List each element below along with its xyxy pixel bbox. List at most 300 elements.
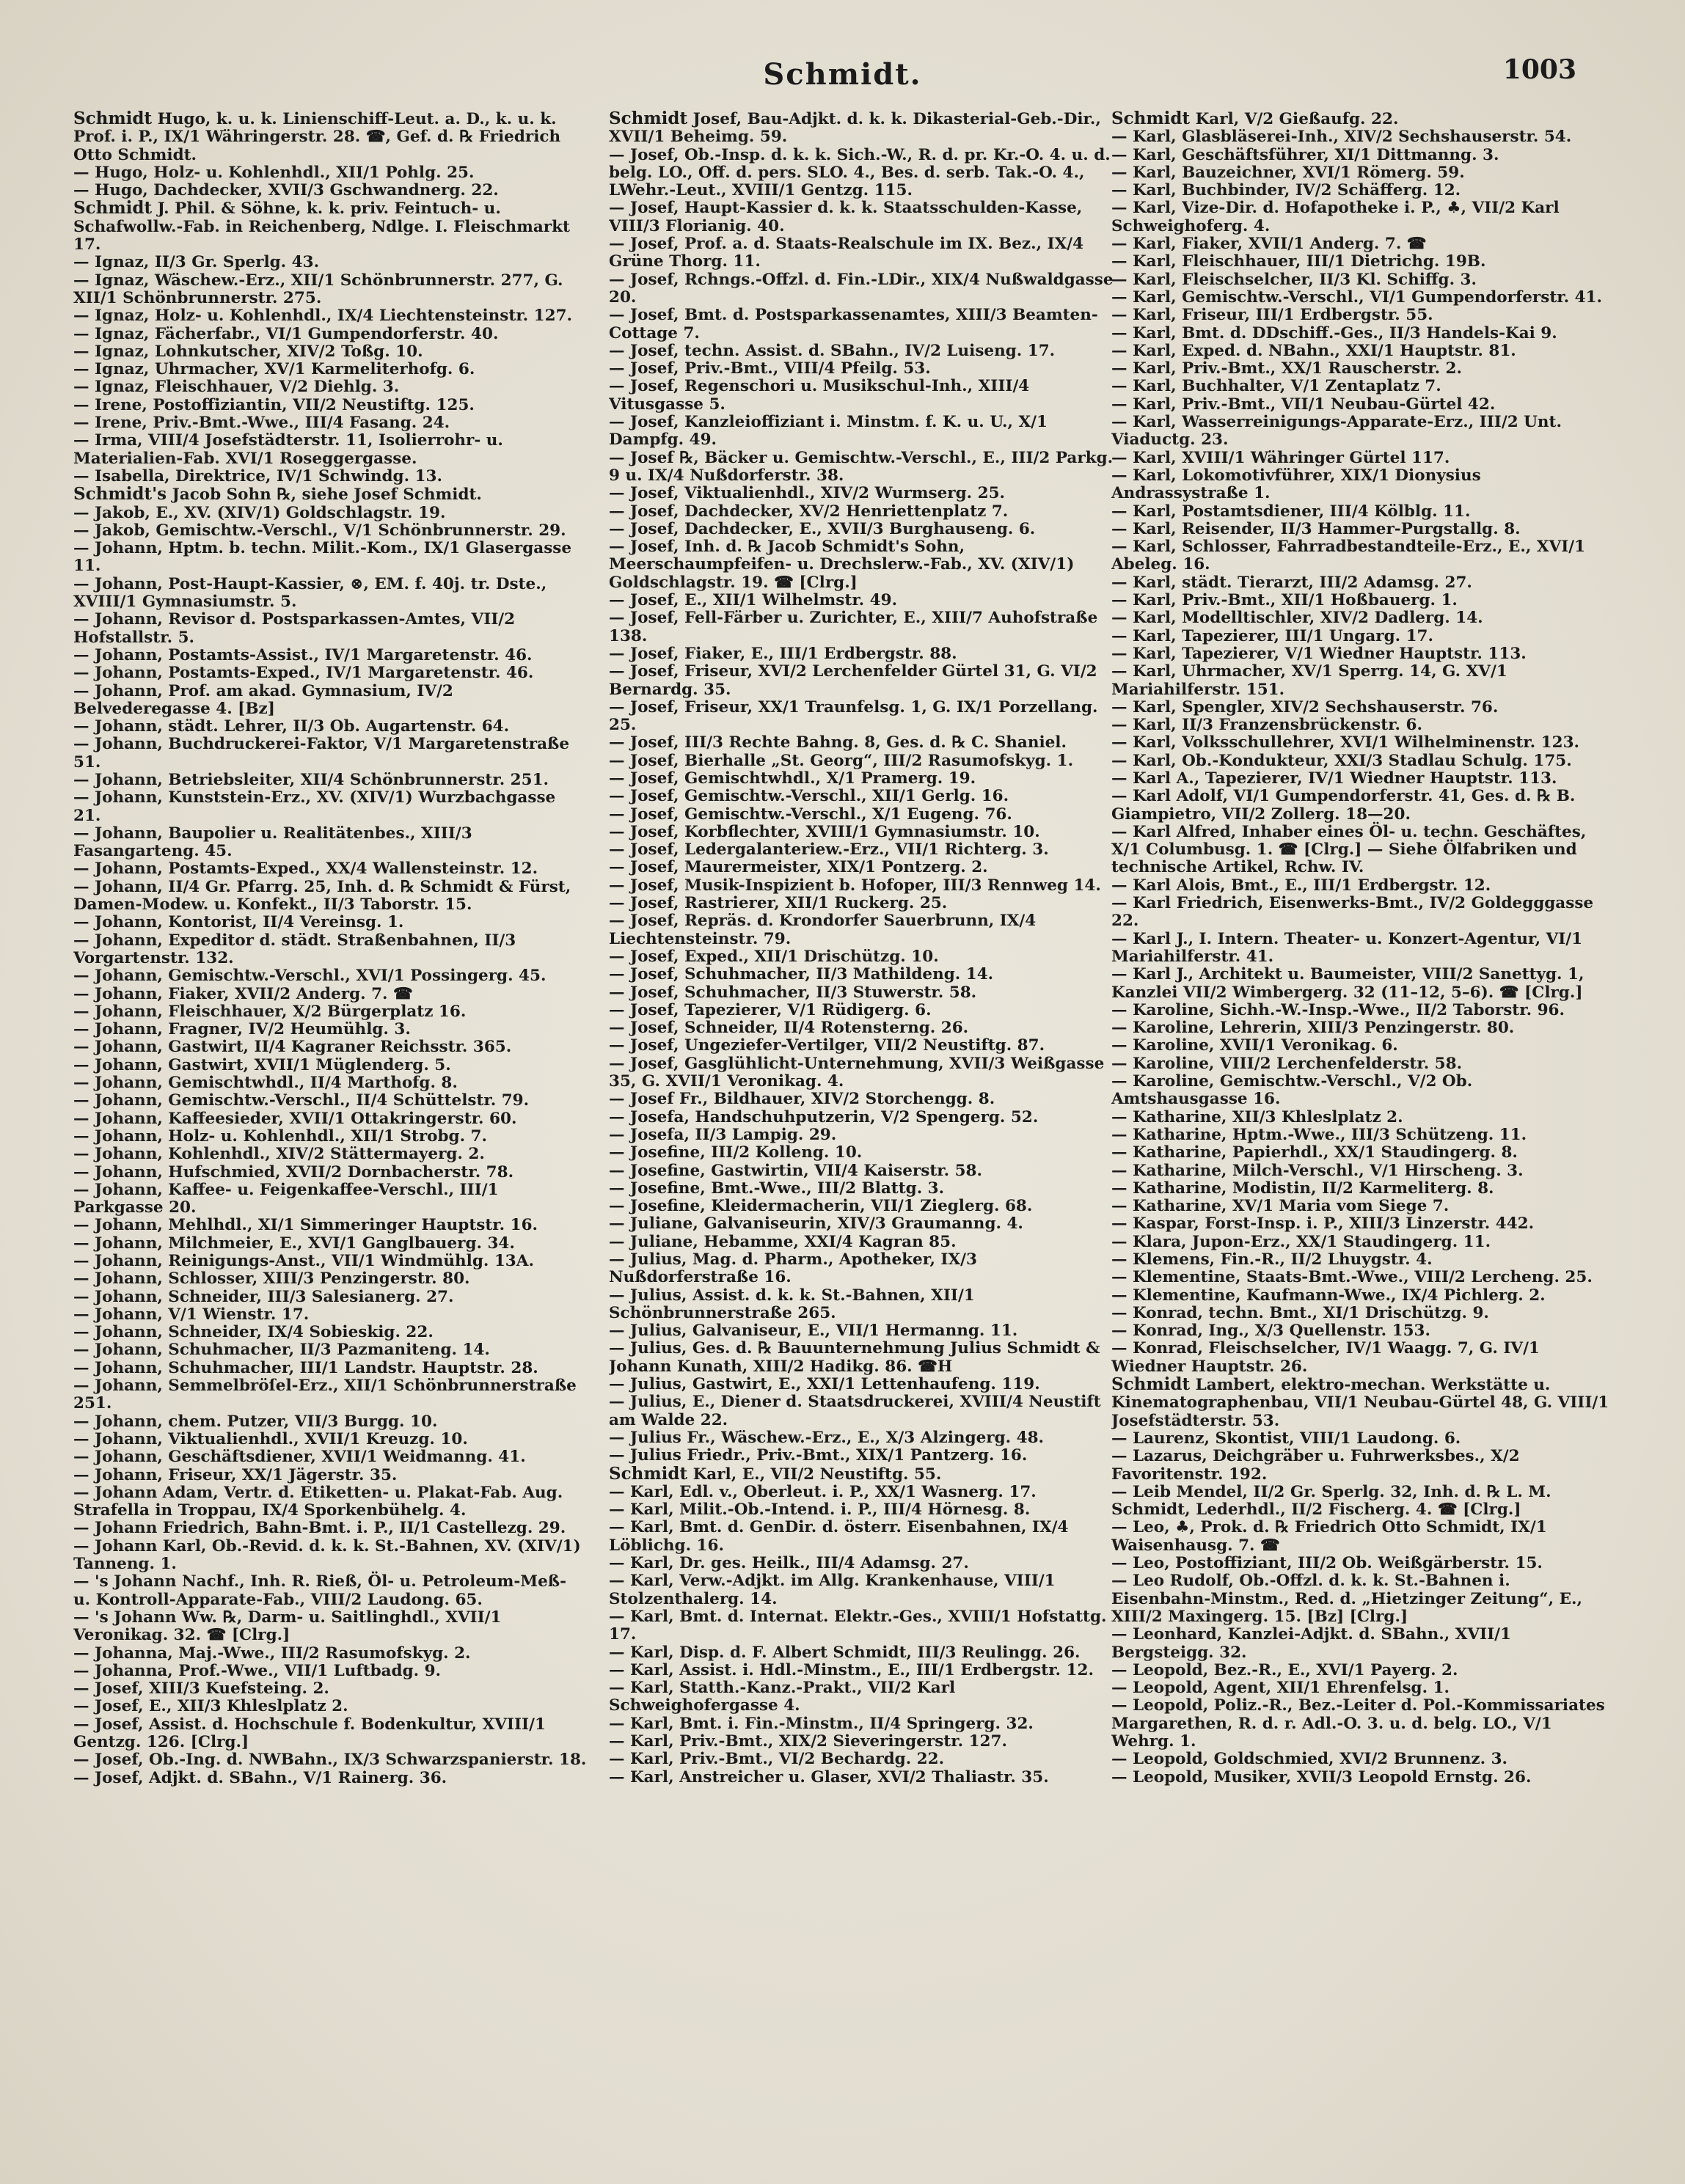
entry-text: — Karl, Dr. ges. Heilk., III/4 Adamsg. 27. — [609, 1554, 969, 1573]
page-title: Schmidt. — [763, 57, 922, 92]
directory-entry — [1111, 1679, 1610, 1697]
directory-entry — [73, 254, 587, 271]
directory-entry — [1111, 699, 1610, 717]
directory-entry — [1111, 592, 1610, 609]
directory-entry — [609, 1287, 1122, 1323]
entry-text: — Karl, Fiaker, XVII/1 Anderg. 7. ☎ — [1111, 235, 1427, 254]
entry-text: — Karl Friedrich, Eisenwerks-Bmt., IV/2 Goldegggasse 22. — [1111, 894, 1594, 931]
entry-text: — Johann, Semmelbröſel-Erz., XII/1 Schönbrunnerstraße 251. — [73, 1377, 577, 1413]
entry-text: — Karl, Geschäftsführer, XI/1 Dittmanng. 3. — [1111, 145, 1499, 164]
entry-surname: Schmidt — [1111, 110, 1191, 128]
directory-entry — [1111, 1055, 1610, 1073]
directory-entry — [609, 1198, 1122, 1215]
entry-text: — Josef, Bierhalle „St. Georg“, III/2 Rasumofskyg. 1. — [609, 751, 1074, 770]
directory-entry — [73, 1181, 587, 1217]
entry-text: — Karl, Bmt. d. GenDir. d. österr. Eisenbahnen, IX/4 Löblichg. 16. — [609, 1518, 1069, 1555]
directory-entry — [73, 343, 587, 361]
directory-entry — [73, 576, 587, 612]
directory-entry — [1111, 1751, 1610, 1768]
entry-text: — Josef, Fell-Färber u. Zurichter, E., XIII/7 Auhofstraße 138. — [609, 609, 1098, 645]
entry-text: — Katharine, Papierhdl., XX/1 Staudingerg. 8. — [1111, 1143, 1518, 1162]
directory-entry — [609, 877, 1122, 895]
directory-entry — [73, 736, 587, 772]
directory-entry — [609, 984, 1122, 1002]
directory-entry — [609, 1234, 1122, 1251]
entry-text: — Josef, Korbflechter, XVIII/1 Gymnasiumstr. 10. — [609, 822, 1040, 841]
directory-entry — [73, 914, 587, 931]
entry-text: — Johann, Postamts-Assist., IV/1 Margaretenstr. 46. — [73, 645, 533, 664]
entry-text: — Josef, Assist. d. Hochschule f. Bodenkultur, XVIII/1 Gentzg. 126. [Clrg.] — [73, 1715, 546, 1752]
directory-entry — [1111, 1287, 1610, 1305]
entry-text: — Josefa, II/3 Lampig. 29. — [609, 1125, 837, 1144]
entry-text: — Johanna, Maj.-Wwe., III/2 Rasumofskyg. 2. — [73, 1644, 471, 1663]
entry-text: — Josef, Kanzleioffiziant i. Minstm. f. K. u. U., X/1 Dampfg. 49. — [609, 413, 1048, 450]
entry-text: — Julius, Gastwirt, E., XXI/1 Lettenhaufeng. 119. — [609, 1375, 1040, 1394]
entry-text: — Konrad, Ing., X/3 Quellenstr. 153. — [1111, 1322, 1430, 1341]
entry-surname: Schmidt — [73, 198, 153, 219]
entry-text: — Karl, Modelltischler, XIV/2 Dadlerg. 14. — [1111, 609, 1483, 628]
column-2 — [609, 110, 1122, 2156]
directory-entry — [1111, 128, 1610, 146]
directory-entry — [609, 770, 1122, 788]
entry-surname: Schmidt's — [73, 484, 167, 505]
directory-entry — [1111, 770, 1610, 788]
entry-text: — Karl, Vize-Dir. d. Hofapotheke i. P., ♣, VII/2 Karl Schweighoferg. 4. — [1111, 199, 1560, 235]
directory-entry — [73, 1074, 587, 1092]
directory-entry — [609, 1144, 1122, 1162]
entry-text: — Leopold, Musiker, XVII/3 Leopold Ernstg. 26. — [1111, 1767, 1532, 1787]
directory-entry — [609, 1109, 1122, 1126]
directory-entry — [609, 609, 1122, 645]
directory-entry — [609, 538, 1122, 592]
entry-text: — Konrad, Fleischselcher, IV/1 Waagg. 7, G. IV/1 Wiedner Hauptstr. 26. — [1111, 1339, 1540, 1376]
entry-text: — Karl, Priv.-Bmt., VI/2 Bechardg. 22. — [609, 1750, 945, 1769]
directory-entry — [1111, 1340, 1610, 1376]
directory-entry — [609, 378, 1122, 414]
directory-entry — [1111, 663, 1610, 699]
entry-text: — Josef, Gemischtw.-Verschl., X/1 Eugeng. 76. — [609, 805, 1012, 824]
entry-text: — Josef, techn. Assist. d. SBahn., IV/2 Luiseng. 17. — [609, 341, 1056, 360]
directory-entry — [609, 1251, 1122, 1287]
entry-text: — Josef, Friseur, XX/1 Traunfelsg. 1, G. IX/1 Porzellang. 25. — [609, 697, 1098, 735]
directory-entry — [73, 1360, 587, 1377]
directory-entry — [609, 110, 1122, 147]
entry-text: — Karoline, VIII/2 Lerchenfelderstr. 58. — [1111, 1054, 1463, 1073]
directory-entry — [1111, 396, 1610, 414]
directory-entry — [73, 1057, 587, 1074]
entry-text: — Leo Rudolf, Ob.-Offzl. d. k. k. St.-Bahnen i. Eisenbahn-Minstm., Red. d. „Hietzinger Zeitung“, E., XIII/2 Maxingerg. 15. [Bz] [Clrg.] — [1111, 1572, 1582, 1626]
directory-entry — [73, 182, 587, 199]
directory-entry — [609, 1465, 1122, 1484]
directory-entry — [1111, 378, 1610, 395]
directory-entry — [73, 1467, 587, 1484]
directory-entry — [1111, 110, 1610, 128]
directory-entry — [73, 326, 587, 343]
directory-entry — [1111, 1376, 1610, 1430]
directory-entry — [609, 1679, 1122, 1715]
entry-text: — Ignaz, II/3 Gr. Sperlg. 43. — [73, 253, 320, 272]
entry-text: — Karl, Buchbinder, IV/2 Schäfferg. 12. — [1111, 181, 1461, 200]
entry-text: Hugo, k. u. k. Linienschiff-Leut. a. D., k. u. k. Prof. i. P., IX/1 Währingerstr. 28. ☎, Gef. d. ℞ Friedrich Otto Schmidt. — [73, 110, 561, 164]
entry-text: — Karl J., I. Intern. Theater- u. Konzert-Agentur, VI/1 Mariahilferstr. 41. — [1111, 929, 1583, 966]
directory-entry — [73, 1431, 587, 1448]
directory-entry — [1111, 164, 1610, 182]
directory-entry — [1111, 574, 1610, 592]
entry-text: Karl, E., VII/2 Neustiftg. 55. — [687, 1465, 942, 1484]
directory-entry — [73, 611, 587, 647]
entry-text: — Karl, Ob.-Kondukteur, XXI/3 Stadlau Schulg. 175. — [1111, 751, 1572, 770]
directory-entry — [609, 235, 1122, 271]
directory-entry — [1111, 538, 1610, 574]
directory-entry — [609, 1733, 1122, 1751]
entry-text: — Johann, Postamts-Exped., XX/4 Wallensteinstr. 12. — [73, 860, 538, 879]
directory-entry — [1111, 824, 1610, 877]
directory-entry — [73, 1270, 587, 1288]
entry-text: — Johann, Schneider, IX/4 Sobieskig. 22. — [73, 1323, 434, 1342]
entry-text: — Josef, Tapezierer, V/1 Rüdigerg. 6. — [609, 1000, 932, 1019]
directory-entry — [1111, 307, 1610, 324]
directory-entry — [609, 948, 1122, 966]
entry-text: — Karl, Tapezierer, III/1 Ungarg. 17. — [1111, 626, 1433, 645]
entry-text: — Josef, Ledergalanteriew.-Erz., VII/1 Richterg. 3. — [609, 840, 1049, 860]
entry-text: — Leopold, Bez.-R., E., XVI/1 Payerg. 2. — [1111, 1660, 1458, 1679]
entry-text: — Josefine, Bmt.-Wwe., III/2 Blattg. 3. — [609, 1179, 945, 1198]
entry-text: — Karoline, Sichh.-W.-Insp.-Wwe., II/2 Taborstr. 96. — [1111, 1000, 1565, 1019]
directory-entry — [609, 895, 1122, 912]
directory-entry — [73, 683, 587, 719]
entry-text: — Juliane, Hebamme, XXI/4 Kagran 85. — [609, 1232, 957, 1251]
directory-entry — [609, 1037, 1122, 1055]
directory-entry — [609, 1769, 1122, 1787]
directory-entry — [73, 468, 587, 485]
directory-entry — [609, 663, 1122, 699]
entry-text: — Karl, Bmt. d. DDschiff.-Ges., II/3 Handels-Kai 9. — [1111, 323, 1557, 342]
entry-text: — Josef, Prof. a. d. Staats-Realschule im IX. Bez., IX/4 Grüne Thorg. 11. — [609, 235, 1084, 271]
entry-text: — Johann, Kaffee- u. Feigenkaffee-Verschl., III/1 Parkgasse 20. — [73, 1180, 499, 1217]
entry-text: — Karl, Priv.-Bmt., XIX/2 Sieveringerstr. 127. — [609, 1732, 1007, 1751]
entry-text: — Julius, Mag. d. Pharm., Apotheker, IX/3 Nußdorferstraße 16. — [609, 1250, 977, 1287]
directory-entry — [609, 1340, 1122, 1376]
entry-surname: Schmidt — [609, 1463, 688, 1484]
entry-text: — Karl, Buchhalter, V/1 Zentaplatz 7. — [1111, 377, 1441, 396]
directory-entry — [1111, 1162, 1610, 1180]
entry-text: — Karl, Milit.-Ob.-Intend. i. P., III/4 Hörnesg. 8. — [609, 1500, 1031, 1520]
entry-text: — Ignaz, Fleischhauer, V/2 Diehlg. 3. — [73, 378, 400, 397]
directory-entry — [73, 1573, 587, 1609]
directory-entry — [609, 271, 1122, 307]
directory-entry — [1111, 609, 1610, 627]
directory-entry — [1111, 1109, 1610, 1126]
directory-entry — [609, 824, 1122, 841]
directory-entry — [1111, 1269, 1610, 1286]
directory-entry — [73, 1448, 587, 1466]
entry-text: — 's Johann Ww. ℞, Darm- u. Saitlinghdl., XVII/1 Veronikag. 32. ☎ [Clrg.] — [73, 1608, 502, 1645]
entry-text: — Josef, Rastrierer, XII/1 Ruckerg. 25. — [609, 894, 948, 913]
entry-text: — Josefine, Gastwirtin, VII/4 Kaiserstr. 58. — [609, 1161, 982, 1180]
directory-entry — [609, 645, 1122, 663]
entry-text: — Josef, Gemischtwhdl., X/1 Pramerg. 19. — [609, 769, 976, 788]
entry-text: — Johann, Post-Haupt-Kassier, ⊗, EM. f. 40j. tr. Dste., XVIII/1 Gymnasiumstr. 5. — [73, 574, 547, 612]
entry-text: — Karl, Priv.-Bmt., VII/1 Neubau-Gürtel 42. — [1111, 395, 1496, 414]
entry-text: J. Phil. & Söhne, k. k. priv. Feintuch- u. Schafwollw.-Fab. in Reichenberg, Ndlge. I. Fleischmarkt 17. — [73, 199, 570, 254]
entry-text: Jacob Sohn ℞, siehe Josef Schmidt. — [167, 485, 482, 505]
directory-entry — [73, 1680, 587, 1698]
entry-text: — Johann, Fiaker, XVII/2 Anderg. 7. ☎ — [73, 984, 413, 1003]
entry-text: — Karl, Lokomotivführer, XIX/1 Dionysius Andrassystraße 1. — [1111, 466, 1481, 503]
directory-entry — [609, 699, 1122, 735]
entry-text: — Karl, Tapezierer, V/1 Wiedner Hauptstr. 113. — [1111, 644, 1527, 663]
directory-entry — [609, 1572, 1122, 1608]
entry-text: — Karl A., Tapezierer, IV/1 Wiedner Hauptstr. 113. — [1111, 769, 1557, 788]
entry-text: — Johann Adam, Vertr. d. Etiketten- u. Plakat-Fab. Aug. Strafella in Troppau, IX/4 Sporkenbühelg. 4. — [73, 1483, 563, 1520]
directory-entry — [73, 1110, 587, 1128]
entry-text: — Konrad, techn. Bmt., XI/1 Drischützg. 9. — [1111, 1303, 1489, 1322]
directory-entry — [1111, 1215, 1610, 1233]
entry-text: Karl, V/2 Gießaufg. 22. — [1190, 110, 1399, 128]
entry-text: — Josef, Gasglühlicht-Unternehmung, XVII/3 Weißgasse 35, G. XVII/1 Veronikag. 4. — [609, 1054, 1105, 1091]
directory-entry — [1111, 1572, 1610, 1626]
entry-text: — Karl, Fleischhauer, III/1 Dietrichg. 19B. — [1111, 252, 1486, 271]
entry-text: — Irene, Postoffiziantin, VII/2 Neustiftg. 125. — [73, 395, 475, 414]
entry-text: — Karl, städt. Tierarzt, III/2 Adamsg. 27. — [1111, 573, 1472, 592]
entry-text: — Josef, XIII/3 Kuefsteing. 2. — [73, 1679, 329, 1699]
directory-entry — [73, 307, 587, 325]
directory-entry — [1111, 1234, 1610, 1251]
directory-entry — [1111, 235, 1610, 253]
directory-entry — [73, 164, 587, 182]
directory-entry — [609, 147, 1122, 200]
entry-text: — Ignaz, Holz- u. Kohlenhdl., IX/4 Liechtensteinstr. 127. — [73, 307, 573, 326]
entry-text: — Katharine, Modistin, II/2 Karmeliterg. 8. — [1111, 1179, 1494, 1198]
directory-entry — [73, 1609, 587, 1645]
directory-entry — [1111, 1697, 1610, 1751]
entry-text: — Johann, Fleischhauer, X/2 Bürgerplatz 16. — [73, 1002, 467, 1021]
directory-entry — [609, 450, 1122, 485]
entry-surname: Schmidt — [73, 110, 153, 128]
entry-text: — Karl, Edl. v., Oberleut. i. P., XX/1 Wasnerg. 17. — [609, 1482, 1037, 1501]
directory-entry — [73, 1645, 587, 1663]
entry-text: — Karl, Spengler, XIV/2 Sechshauserstr. 76. — [1111, 697, 1499, 717]
entry-text: — Josef, E., XII/3 Khleslplatz 2. — [73, 1697, 348, 1716]
entry-text: — Johann, Geschäftsdiener, XVII/1 Weidmanng. 41. — [73, 1448, 526, 1467]
entry-text: — Johann, Schlosser, XIII/3 Penzingerstr. 80. — [73, 1269, 470, 1289]
entry-text: — Johann, chem. Putzer, VII/3 Burgg. 10. — [73, 1412, 438, 1431]
directory-entry — [73, 718, 587, 736]
directory-entry — [73, 110, 587, 164]
directory-entry — [73, 1770, 587, 1787]
entry-text: — Josefine, III/2 Kolleng. 10. — [609, 1143, 863, 1162]
directory-entry — [1111, 1002, 1610, 1019]
entry-text: — Johann Friedrich, Bahn-Bmt. i. P., II/1 Castellezg. 29. — [73, 1519, 566, 1538]
entry-text: — Karl, Priv.-Bmt., XII/1 Hoßbauerg. 1. — [1111, 591, 1458, 610]
entry-text: — Josef, Ungeziefer-Vertilger, VII/2 Neustiftg. 87. — [609, 1036, 1045, 1055]
directory-entry — [73, 1698, 587, 1715]
directory-entry — [73, 540, 587, 576]
directory-entry — [73, 432, 587, 468]
directory-entry — [73, 879, 587, 915]
entry-text: Lambert, elektro-mechan. Werkstätte u. Kinematographenbau, VII/1 Neubau-Gürtel 48, G. VIII/1 Josefstädterstr. 53. — [1111, 1376, 1609, 1430]
directory-entry — [1111, 1073, 1610, 1109]
entry-text: — Klara, Jupon-Erz., XX/1 Staudingerg. 11. — [1111, 1232, 1491, 1251]
entry-text: — Josef, Fiaker, E., III/1 Erdbergstr. 88. — [609, 644, 957, 663]
directory-entry — [609, 1091, 1122, 1108]
entry-text: — Josef, Adjkt. d. SBahn., V/1 Rainerg. 36. — [73, 1768, 447, 1787]
entry-surname: Schmidt — [609, 110, 688, 128]
entry-text: — Josef, Bmt. d. Postsparkassenamtes, XIII/3 Beamten-Cottage 7. — [609, 306, 1098, 342]
directory-entry — [73, 378, 587, 396]
entry-text: — Klemens, Fin.-R., II/2 Lhuygstr. 4. — [1111, 1250, 1433, 1269]
entry-text: — Josefa, Handschuhputzerin, V/2 Spengerg. 52. — [609, 1107, 1039, 1126]
directory-entry — [609, 503, 1122, 521]
directory-entry — [73, 1217, 587, 1234]
directory-entry — [609, 1180, 1122, 1198]
directory-entry — [609, 414, 1122, 450]
entry-text: — Johann, Gemischtw.-Verschl., II/4 Schüttelstr. 79. — [73, 1091, 530, 1110]
directory-entry — [73, 789, 587, 825]
entry-text: — Josef, Haupt-Kassier d. k. k. Staatsschulden-Kasse, VIII/3 Florianig. 40. — [609, 199, 1083, 235]
directory-entry — [73, 199, 587, 254]
entry-text: — Karl Alois, Bmt., E., III/1 Erdbergstr. 12. — [1111, 876, 1491, 895]
entry-text: — Johann, Prof. am akad. Gymnasium, IV/2 Belvederegasse 4. [Bz] — [73, 681, 453, 718]
entry-text: — Karl, Schlosser, Fahrradbestandteile-Erz., E., XVI/1 Abeleg. 16. — [1111, 538, 1586, 574]
directory-entry — [73, 1092, 587, 1110]
directory-entry — [73, 1413, 587, 1431]
page-number: 1003 — [1502, 54, 1576, 85]
directory-entry — [73, 485, 587, 504]
directory-entry — [1111, 1430, 1610, 1448]
entry-text: — Johann, Kohlenhdl., XIV/2 Stättermayerg. 2. — [73, 1145, 485, 1164]
directory-entry — [609, 734, 1122, 752]
directory-entry — [609, 1019, 1122, 1037]
directory-entry — [609, 342, 1122, 360]
entry-text: — Jakob, Gemischtw.-Verschl., V/1 Schönbrunnerstr. 29. — [73, 521, 566, 540]
directory-entry — [609, 592, 1122, 609]
directory-entry — [73, 1716, 587, 1752]
directory-entry — [609, 199, 1122, 235]
entry-text: — Julius Fr., Wäschew.-Erz., E., X/3 Alzingerg. 48. — [609, 1428, 1045, 1447]
directory-entry — [73, 825, 587, 861]
directory-entry — [1111, 1519, 1610, 1555]
entry-text: — Johann, Friseur, XX/1 Jägerstr. 35. — [73, 1465, 398, 1484]
directory-entry — [73, 1751, 587, 1769]
entry-text: — Karl, Reisender, II/3 Hammer-Purgstallg. 8. — [1111, 519, 1521, 538]
column-1 — [73, 110, 587, 2156]
entry-text: — Josef, Schuhmacher, II/3 Mathildeng. 14. — [609, 965, 994, 984]
entry-text: — Johann, Betriebsleiter, XII/4 Schönbrunnerstr. 251. — [73, 770, 549, 789]
directory-entry — [609, 912, 1122, 948]
entry-text: — Karl, Assist. i. Hdl.-Minstm., E., III/1 Erdbergstr. 12. — [609, 1660, 1094, 1679]
entry-text: — Johann, Gastwirt, II/4 Kagraner Reichsstr. 365. — [73, 1038, 512, 1057]
directory-entry — [1111, 271, 1610, 289]
entry-text: — Josef, Schuhmacher, II/3 Stuwerstr. 58. — [609, 983, 977, 1002]
directory-entry — [609, 1484, 1122, 1501]
entry-text: — Johann, V/1 Wienstr. 17. — [73, 1305, 310, 1324]
entry-text: — Johann, II/4 Gr. Pfarrg. 25, Inh. d. ℞ Schmidt & Fürst, Damen-Modew. u. Konfekt., II/3 Taborstr. 15. — [73, 877, 571, 915]
directory-entry — [73, 414, 587, 432]
directory-entry — [609, 1501, 1122, 1519]
entry-text: — Johanna, Prof.-Wwe., VII/1 Luftbadg. 9. — [73, 1661, 442, 1680]
directory-entry — [73, 986, 587, 1003]
directory-entry — [609, 1662, 1122, 1679]
entry-text: — Johann, Buchdruckerei-Faktor, V/1 Margaretenstraße 51. — [73, 735, 570, 772]
entry-text: — Johann, Schneider, III/3 Salesianerg. 27. — [73, 1287, 454, 1306]
directory-entry — [1111, 325, 1610, 342]
directory-entry — [609, 307, 1122, 342]
directory-entry — [73, 1306, 587, 1324]
entry-text: — Leopold, Goldschmied, XVI/2 Brunnenz. 3. — [1111, 1750, 1508, 1769]
entry-text: — Lazarus, Deichgräber u. Fuhrwerksbes., X/2 Favoritenstr. 192. — [1111, 1447, 1520, 1484]
directory-entry — [1111, 1662, 1610, 1679]
directory-entry — [73, 522, 587, 540]
entry-text: — Johann, Kunststein-Erz., XV. (XIV/1) Wurzbachgasse 21. — [73, 788, 556, 825]
entry-text: — Karl, Bmt. d. Internat. Elektr.-Ges., XVIII/1 Hofstattg. 17. — [609, 1607, 1107, 1644]
directory-entry — [609, 1751, 1122, 1768]
directory-entry — [73, 361, 587, 378]
entry-text: — Johann, Postamts-Exped., IV/1 Margaretenstr. 46. — [73, 664, 534, 683]
entry-text: — Johann, Reinigungs-Anst., VII/1 Windmühlg. 13A. — [73, 1252, 534, 1270]
directory-entry — [1111, 147, 1610, 164]
directory-entry — [609, 1055, 1122, 1091]
entry-text: — Laurenz, Skontist, VIII/1 Laudong. 6. — [1111, 1429, 1461, 1448]
directory-entry — [609, 1555, 1122, 1572]
directory-entry — [73, 397, 587, 414]
entry-text: — Karl, Glasbläserei-Inh., XIV/2 Sechshauserstr. 54. — [1111, 128, 1572, 147]
entry-surname: Schmidt — [1111, 1374, 1191, 1395]
entry-text: — Julius, E., Diener d. Staatsdruckerei, XVIII/4 Neustift am Walde 22. — [609, 1393, 1101, 1429]
directory-entry — [73, 932, 587, 968]
entry-text: — Josef, Dachdecker, XV/2 Henriettenplatz 7. — [609, 502, 1009, 521]
directory-entry — [73, 1038, 587, 1056]
entry-text: — Kaspar, Forst-Insp. i. P., XIII/3 Linzerstr. 442. — [1111, 1214, 1535, 1234]
directory-entry — [1111, 628, 1610, 645]
entry-text: — Julius, Galvaniseur, E., VII/1 Hermanng. 11. — [609, 1322, 1018, 1341]
directory-entry — [609, 1002, 1122, 1019]
directory-entry — [1111, 342, 1610, 360]
directory-entry — [609, 1447, 1122, 1465]
directory-entry — [609, 966, 1122, 983]
entry-text: — Karl, Gemischtw.-Verschl., VI/1 Gumpendorferstr. 41. — [1111, 287, 1602, 307]
entry-text: — Leo, Postoffiziant, III/2 Ob. Weißgärberstr. 15. — [1111, 1554, 1543, 1573]
entry-text: — Karoline, Lehrerin, XIII/3 Penzingerstr. 80. — [1111, 1019, 1515, 1038]
entry-text: — Karl, Statth.-Kanz.-Prakt., VII/2 Karl Schweighofergasse 4. — [609, 1679, 956, 1715]
entry-text: — Karl, Friseur, III/1 Erdbergstr. 55. — [1111, 306, 1433, 325]
directory-entry — [73, 1520, 587, 1537]
entry-text: — Leib Mendel, II/2 Gr. Sperlg. 32, Inh. d. ℞ L. M. Schmidt, Lederhdl., II/2 Fischerg. 4. ☎ [Clrg.] — [1111, 1482, 1551, 1520]
entry-text: — Ignaz, Uhrmacher, XV/1 Karmeliterhofg. 6. — [73, 360, 475, 379]
entry-text: — Irma, VIII/4 Josefstädterstr. 11, Isolierrohr- u. Materialien-Fab. XVI/1 Roseggergasse. — [73, 431, 503, 468]
entry-text: — Karl, Priv.-Bmt., XX/1 Rauscherstr. 2. — [1111, 359, 1462, 378]
entry-text: — Johann, Kaffeesieder, XVII/1 Ottakringerstr. 60. — [73, 1109, 517, 1128]
directory-entry — [1111, 1251, 1610, 1269]
entry-text: — Johann, Milchmeier, E., XVI/1 Ganglbauerg. 34. — [73, 1234, 515, 1253]
directory-entry — [1111, 1769, 1610, 1787]
directory-entry — [1111, 966, 1610, 1002]
directory-entry — [609, 360, 1122, 378]
directory-entry — [609, 1429, 1122, 1447]
directory-entry — [609, 806, 1122, 824]
directory-entry — [73, 1377, 587, 1413]
directory-entry — [1111, 1037, 1610, 1055]
directory-entry — [1111, 414, 1610, 450]
entry-text: — Julius, Assist. d. k. k. St.-Bahnen, XII/1 Schönbrunnerstraße 265. — [609, 1286, 975, 1322]
entry-text: — Johann, Mehlhdl., XI/1 Simmeringer Hauptstr. 16. — [73, 1216, 538, 1235]
directory-entry — [1111, 360, 1610, 378]
directory-entry — [73, 1021, 587, 1038]
directory-entry — [609, 1162, 1122, 1180]
entry-text: — Josef, Schneider, II/4 Rotensterng. 26. — [609, 1019, 969, 1038]
entry-text: — Johann, Fragner, IV/2 Heumühlg. 3. — [73, 1020, 411, 1039]
entry-text: — Josef Fr., Bildhauer, XIV/2 Storchengg. 8. — [609, 1090, 995, 1109]
